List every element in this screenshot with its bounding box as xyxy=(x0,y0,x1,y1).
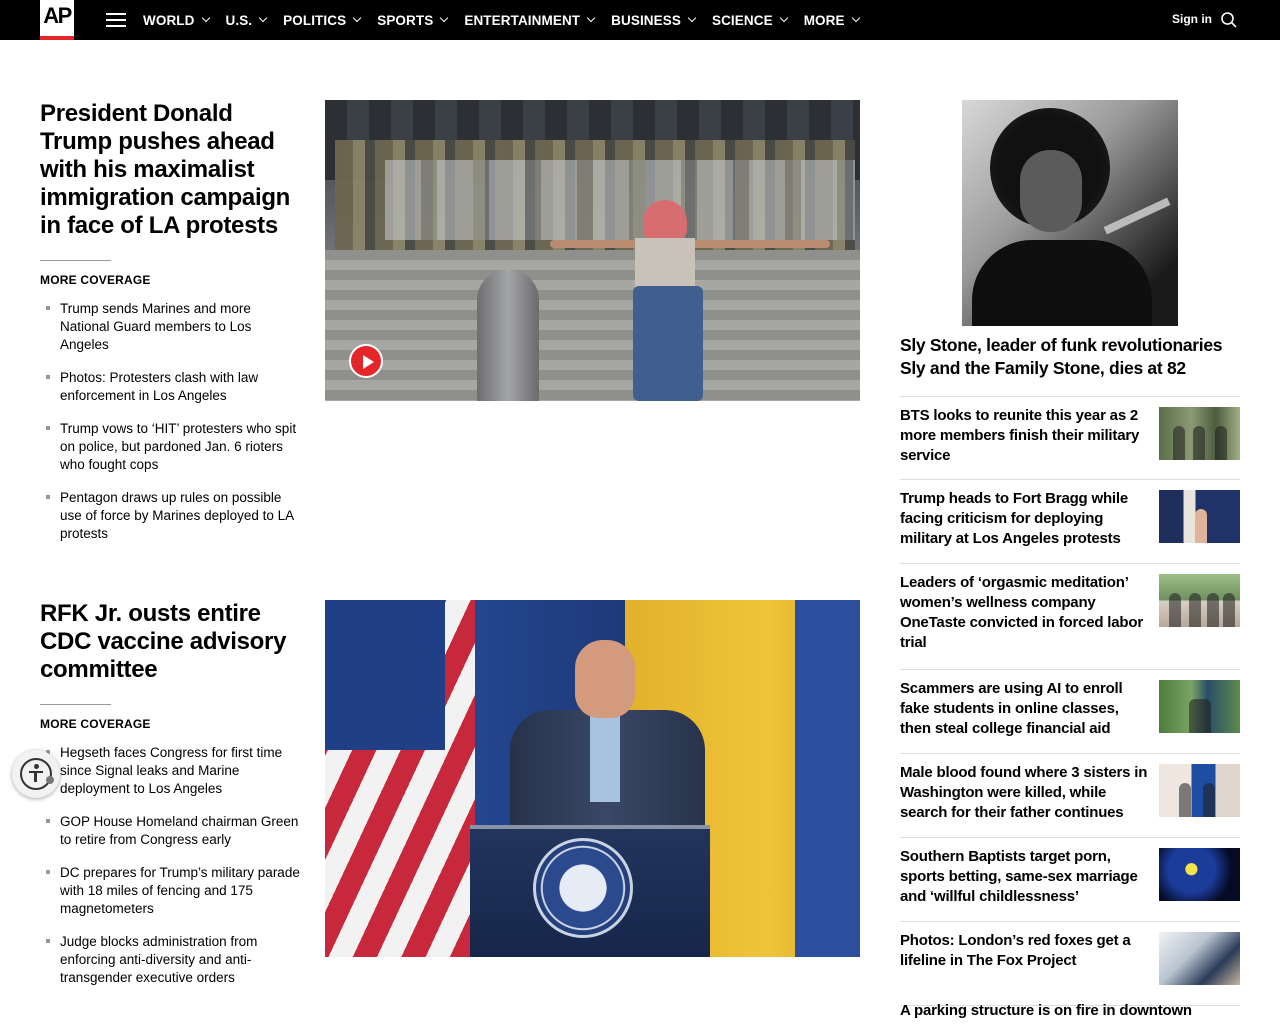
nav-label: WORLD xyxy=(143,12,195,28)
nav-item-more[interactable] xyxy=(804,13,859,28)
nav-label: BUSINESS xyxy=(611,12,681,28)
coverage-text: Pentagon draws up rules on possible use of force by Marines deployed to LA protests xyxy=(60,490,294,541)
bullet-icon xyxy=(46,819,50,823)
list-item-title[interactable]: Scammers are using AI to enroll fake students in online classes, then steal college financial aid xyxy=(900,680,1123,737)
coverage-link[interactable] xyxy=(40,933,302,987)
list-item[interactable] xyxy=(900,670,1240,754)
list-item-title[interactable]: BTS looks to reunite this year as 2 more members finish their military service xyxy=(900,407,1140,464)
list-item[interactable] xyxy=(900,922,1240,1006)
nav-item-business[interactable] xyxy=(611,13,695,28)
section-nav xyxy=(143,0,876,40)
coverage-text: Hegseth faces Congress for first time since Signal leaks and Marine deployment to Los Angeles xyxy=(60,745,283,796)
hamburger-menu-icon[interactable] xyxy=(106,13,126,27)
top-navigation-bar xyxy=(0,0,1280,40)
chevron-down-icon xyxy=(851,14,859,22)
nav-label: POLITICS xyxy=(283,12,347,28)
coverage-text: GOP House Homeland chairman Green to retire from Congress early xyxy=(60,814,299,847)
thumbnail-image[interactable] xyxy=(1159,490,1240,543)
nav-item-world[interactable] xyxy=(143,13,209,28)
logo-red-bar xyxy=(40,36,74,40)
thumbnail-image[interactable] xyxy=(1159,407,1240,460)
bullet-icon xyxy=(46,870,50,874)
nav-label: U.S. xyxy=(225,12,253,28)
sly-stone-photo[interactable] xyxy=(962,100,1178,326)
nav-label: SPORTS xyxy=(377,12,434,28)
la-protest-photo[interactable] xyxy=(325,100,860,401)
play-icon[interactable] xyxy=(349,344,383,378)
list-item-title[interactable]: Leaders of ‘orgasmic meditation’ women’s wellness company OneTaste convicted in forced labor trial xyxy=(900,574,1143,651)
chevron-down-icon xyxy=(353,14,361,22)
divider xyxy=(40,704,111,705)
bullet-icon xyxy=(46,426,50,430)
nav-label: SCIENCE xyxy=(711,12,773,28)
thumbnail-image[interactable] xyxy=(1159,848,1240,901)
coverage-text: Trump sends Marines and more National Guard members to Los Angeles xyxy=(60,301,252,352)
coverage-text: Photos: Protesters clash with law enforcement in Los Angeles xyxy=(60,370,259,403)
divider xyxy=(40,260,111,261)
chevron-down-icon xyxy=(440,14,448,22)
ap-logo[interactable] xyxy=(40,0,74,40)
search-icon[interactable] xyxy=(1221,12,1237,28)
chevron-down-icon xyxy=(259,14,267,22)
bullet-icon xyxy=(46,375,50,379)
nav-label: MORE xyxy=(803,12,845,28)
rfk-press-photo[interactable] xyxy=(325,600,860,957)
thumbnail-image[interactable] xyxy=(1159,764,1240,817)
accessibility-icon[interactable] xyxy=(12,750,60,798)
list-item-title[interactable]: Trump heads to Fort Bragg while facing criticism for deploying military at Los Angeles protests xyxy=(900,490,1128,547)
second-story-headline[interactable]: RFK Jr. ousts entire CDC vaccine advisory committee xyxy=(40,600,287,683)
list-item[interactable] xyxy=(900,838,1240,922)
coverage-link[interactable] xyxy=(40,813,302,849)
nav-item-sports[interactable] xyxy=(377,13,447,28)
hhs-seal-icon xyxy=(533,838,633,938)
list-item[interactable] xyxy=(900,564,1240,670)
more-coverage-label: MORE COVERAGE xyxy=(40,717,151,731)
coverage-link[interactable] xyxy=(40,489,302,543)
right-lead-headline[interactable]: Sly Stone, leader of funk revolutionaries Sly and the Family Stone, dies at 82 xyxy=(900,335,1223,378)
coverage-text: Trump vows to ‘HIT’ protesters who spit on police, but pardoned Jan. 6 rioters who fought cops xyxy=(60,421,297,472)
more-coverage-label: MORE COVERAGE xyxy=(40,273,151,287)
list-item[interactable] xyxy=(900,754,1240,838)
close-icon[interactable] xyxy=(46,776,54,784)
thumbnail-image[interactable] xyxy=(1159,932,1240,985)
list-item-title[interactable]: Photos: London’s red foxes get a lifeline in The Fox Project xyxy=(900,932,1131,969)
list-item-title[interactable]: Southern Baptists target porn, sports betting, same-sex marriage and ‘willful childlessness’ xyxy=(900,848,1138,905)
list-item[interactable] xyxy=(900,396,1240,480)
more-coverage-list xyxy=(40,744,302,1002)
nav-item-politics[interactable] xyxy=(283,13,360,28)
nav-item-science[interactable] xyxy=(712,13,787,28)
coverage-link[interactable] xyxy=(40,420,302,474)
nav-item-us[interactable] xyxy=(226,13,267,28)
more-coverage-list xyxy=(40,300,302,558)
chevron-down-icon xyxy=(201,14,209,22)
thumbnail-image[interactable] xyxy=(1159,680,1240,733)
coverage-text: Judge blocks administration from enforcing anti-diversity and anti-transgender executive orders xyxy=(60,934,258,985)
nav-label: ENTERTAINMENT xyxy=(464,12,581,28)
coverage-text: DC prepares for Trump’s military parade with 18 miles of fencing and 175 magnetometers xyxy=(60,865,300,916)
chevron-down-icon xyxy=(688,14,696,22)
bullet-icon xyxy=(46,939,50,943)
bullet-icon xyxy=(46,495,50,499)
thumbnail-image[interactable] xyxy=(1159,574,1240,627)
coverage-link[interactable] xyxy=(40,864,302,918)
lead-story-headline[interactable]: President Donald Trump pushes ahead with his maximalist immigration campaign in face of LA protests xyxy=(40,100,291,239)
right-story-list xyxy=(900,396,1240,1006)
logo-text: AP xyxy=(43,3,71,28)
nav-item-entertainment[interactable] xyxy=(464,13,594,28)
chevron-down-icon xyxy=(779,14,787,22)
list-item-title[interactable]: A parking structure is on fire in downtown xyxy=(900,1002,1192,1019)
coverage-link[interactable] xyxy=(40,369,302,405)
sign-in-link[interactable]: Sign in xyxy=(1172,12,1212,26)
list-item-title[interactable]: Male blood found where 3 sisters in Washington were killed, while search for their father continues xyxy=(900,764,1148,821)
coverage-link[interactable] xyxy=(40,744,302,798)
chevron-down-icon xyxy=(587,14,595,22)
list-item[interactable] xyxy=(900,480,1240,564)
bullet-icon xyxy=(46,306,50,310)
coverage-link[interactable] xyxy=(40,300,302,354)
